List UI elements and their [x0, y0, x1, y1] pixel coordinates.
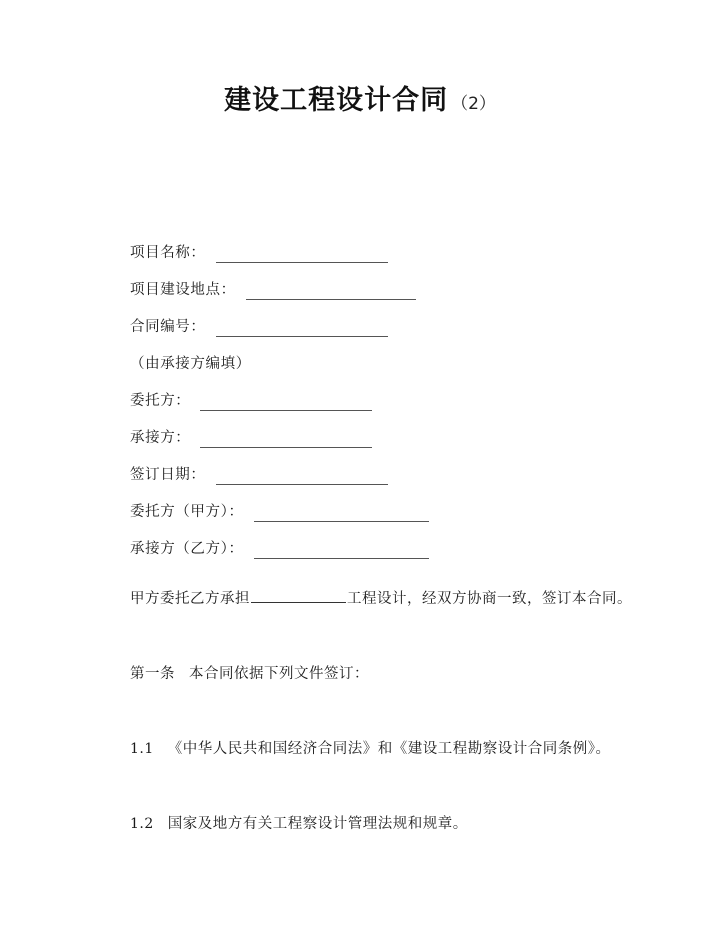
field-label: 委托方（甲方）：	[130, 504, 244, 520]
clause-item-1-1-text: 《中华人民共和国经济合同法》和《建设工程勘察设计合同条例》。	[167, 741, 611, 757]
page-title	[0, 78, 720, 117]
clause-one	[130, 663, 369, 685]
field-row	[130, 226, 650, 263]
field-row	[130, 300, 650, 337]
page-title-suffix: （2）	[451, 94, 496, 114]
field-blank[interactable]	[216, 470, 388, 485]
field-row	[130, 263, 650, 300]
page-title-main: 建设工程设计合同	[224, 85, 449, 116]
field-row	[130, 411, 650, 448]
field-label: 项目建设地点：	[130, 282, 236, 298]
clause-one-number: 第一条	[130, 666, 175, 682]
field-blank[interactable]	[200, 433, 372, 448]
field-label: 合同编号：	[130, 319, 206, 335]
clause-item-1-2-number: 1.2	[130, 816, 154, 832]
field-blank[interactable]	[254, 507, 429, 522]
contract-fields-block	[130, 226, 650, 559]
field-blank[interactable]	[246, 285, 416, 300]
field-row	[130, 374, 650, 411]
field-label: 承接方：	[130, 430, 191, 446]
field-blank[interactable]	[254, 544, 429, 559]
clause-item-1-2	[130, 813, 468, 835]
clause-item-1-1	[130, 738, 611, 760]
intro-paragraph	[130, 588, 632, 610]
field-blank[interactable]	[216, 248, 388, 263]
field-label: 项目名称：	[130, 245, 206, 261]
field-label: 签订日期：	[130, 467, 206, 483]
clause-item-1-2-text: 国家及地方有关工程察设计管理法规和规章。	[167, 816, 468, 832]
field-row	[130, 485, 650, 522]
intro-inline-blank[interactable]	[251, 589, 346, 603]
field-label: 承接方（乙方）：	[130, 541, 244, 557]
field-label: 委托方：	[130, 393, 191, 409]
clause-item-1-1-number: 1.1	[130, 741, 154, 757]
intro-text-after: 工程设计，经双方协商一致，签订本合同。	[347, 591, 632, 607]
intro-text-before: 甲方委托乙方承担	[130, 591, 250, 607]
clause-one-text: 本合同依据下列文件签订：	[189, 666, 369, 682]
field-blank[interactable]	[216, 322, 388, 337]
field-row	[130, 448, 650, 485]
field-row	[130, 522, 650, 559]
field-note	[130, 337, 650, 374]
field-note-label: （由承接方编填）	[130, 356, 251, 372]
field-blank[interactable]	[200, 396, 372, 411]
